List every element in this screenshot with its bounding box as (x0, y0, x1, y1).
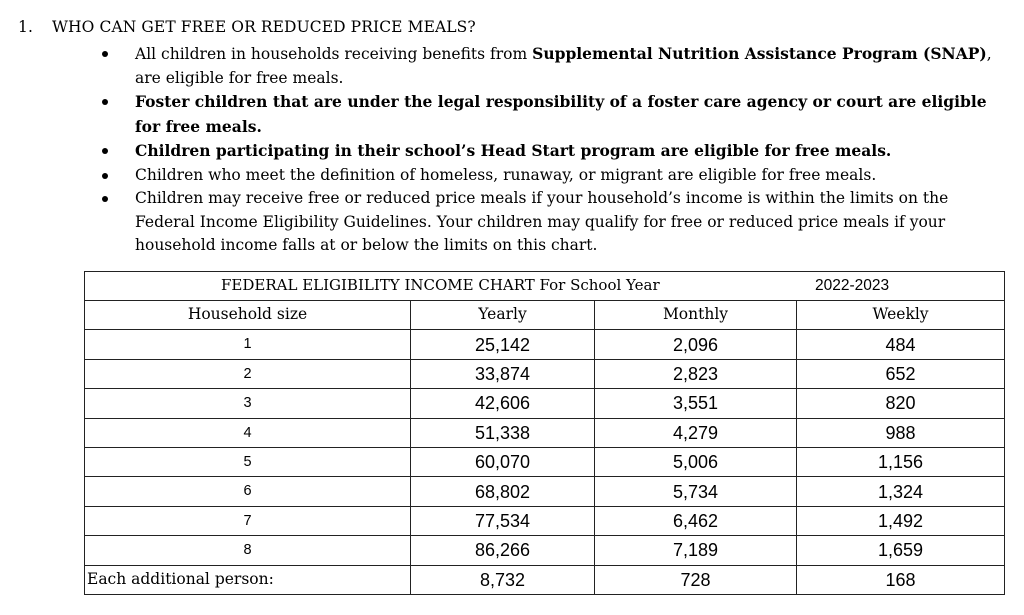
weekly-cell: 1,156 (797, 447, 1005, 476)
household-size-cell: 5 (85, 447, 411, 476)
table-title-cell (85, 272, 1005, 301)
monthly-cell: 3,551 (595, 389, 797, 418)
table-row (85, 536, 1005, 565)
table-row (85, 330, 1005, 359)
yearly-cell: 86,266 (411, 536, 595, 565)
bullet-bold-text: Supplemental Nutrition Assistance Program (SNAP) (532, 44, 987, 63)
table-header-row (85, 301, 1005, 330)
bullet-homeless (100, 164, 1000, 188)
section-heading (18, 18, 476, 36)
household-size-cell: 4 (85, 418, 411, 447)
monthly-cell: 5,006 (595, 447, 797, 476)
yearly-cell: 68,802 (411, 477, 595, 506)
yearly-cell: 60,070 (411, 447, 595, 476)
weekly-cell: 1,324 (797, 477, 1005, 506)
bullet-bold-text: Children participating in their school’s Head Start program are eligible for free meals. (135, 141, 892, 160)
header-yearly: Yearly (411, 301, 595, 330)
weekly-cell: 820 (797, 389, 1005, 418)
monthly-cell: 2,823 (595, 359, 797, 388)
table-row (85, 506, 1005, 535)
income-eligibility-table (84, 271, 1005, 595)
header-household-size: Household size (85, 301, 411, 330)
section-number: 1. (18, 18, 33, 36)
bullet-text: All children in households receiving benefits from (135, 45, 533, 63)
yearly-cell: 8,732 (411, 565, 595, 594)
yearly-cell: 51,338 (411, 418, 595, 447)
weekly-cell: 1,659 (797, 536, 1005, 565)
monthly-cell: 7,189 (595, 536, 797, 565)
chart-title: FEDERAL ELIGIBILITY INCOME CHART For School Year (221, 276, 660, 294)
household-size-cell: 3 (85, 389, 411, 418)
bullet-dot-icon (102, 173, 108, 179)
monthly-cell: 5,734 (595, 477, 797, 506)
household-size-cell: 2 (85, 359, 411, 388)
section-title: WHO CAN GET FREE OR REDUCED PRICE MEALS? (52, 18, 476, 36)
yearly-cell: 42,606 (411, 389, 595, 418)
bullet-dot-icon (102, 99, 108, 105)
weekly-cell: 1,492 (797, 506, 1005, 535)
bullet-foster (100, 90, 1000, 139)
table-title-row (85, 272, 1005, 301)
table-row (85, 447, 1005, 476)
household-size-cell: 1 (85, 330, 411, 359)
bullet-income (100, 187, 1000, 258)
bullet-text: Children who meet the definition of homeless, runaway, or migrant are eligible for free meals. (135, 165, 877, 184)
yearly-cell: 25,142 (411, 330, 595, 359)
weekly-cell: 484 (797, 330, 1005, 359)
table-row (85, 477, 1005, 506)
weekly-cell: 988 (797, 418, 1005, 447)
table-row (85, 418, 1005, 447)
yearly-cell: 33,874 (411, 359, 595, 388)
household-size-cell: 8 (85, 536, 411, 565)
school-year: 2022-2023 (815, 277, 890, 294)
monthly-cell: 6,462 (595, 506, 797, 535)
household-size-cell: 7 (85, 506, 411, 535)
additional-person-label: Each additional person: (85, 565, 411, 594)
table-row (85, 359, 1005, 388)
monthly-cell: 2,096 (595, 330, 797, 359)
monthly-cell: 4,279 (595, 418, 797, 447)
bullet-dot-icon (102, 148, 108, 154)
bullet-dot-icon (102, 51, 108, 57)
weekly-cell: 168 (797, 565, 1005, 594)
bullet-text: Children may receive free or reduced price meals if your household’s income is within the limits on the Federal Income Eligibility Guidelines. Your children may qualify for free or reduced price meals if your household income falls at or below the limits on this chart. (135, 189, 949, 254)
bullet-text: , are eligible for free meals. (135, 45, 992, 87)
eligibility-bullet-list (100, 42, 1000, 258)
household-size-cell: 6 (85, 477, 411, 506)
bullet-dot-icon (102, 196, 108, 202)
monthly-cell: 728 (595, 565, 797, 594)
yearly-cell: 77,534 (411, 506, 595, 535)
bullet-head-start (100, 139, 1000, 164)
weekly-cell: 652 (797, 359, 1005, 388)
table-row (85, 389, 1005, 418)
header-monthly: Monthly (595, 301, 797, 330)
header-weekly: Weekly (797, 301, 1005, 330)
table-row-additional (85, 565, 1005, 594)
bullet-bold-text: Foster children that are under the legal responsibility of a foster care agency or court are eligible for free meals. (135, 92, 987, 136)
bullet-snap (100, 42, 1000, 90)
